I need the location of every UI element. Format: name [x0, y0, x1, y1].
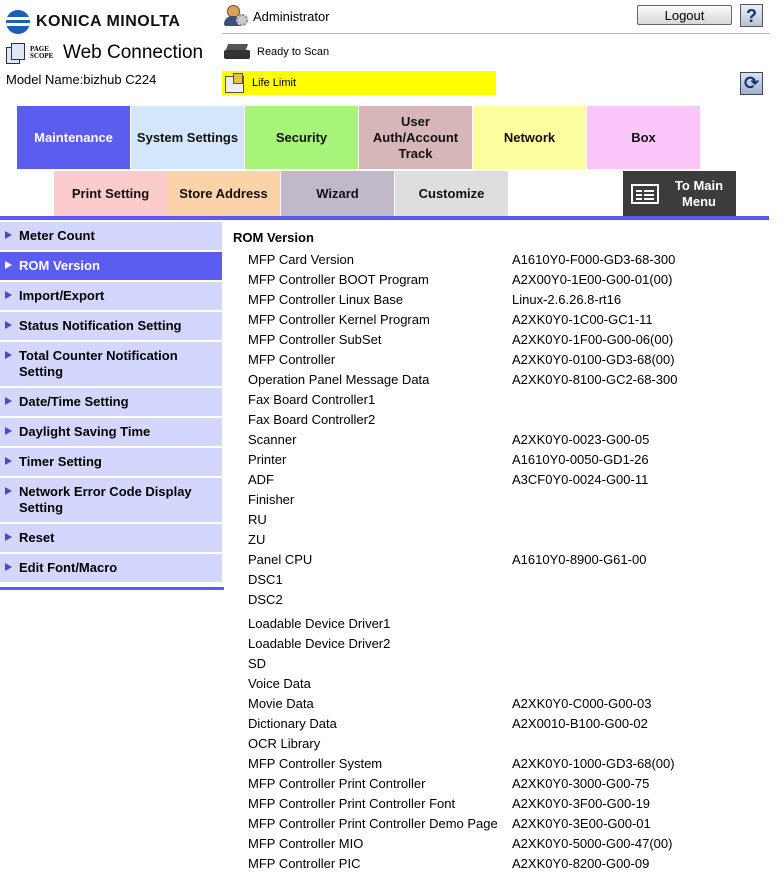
component-name: MFP Controller Linux Base: [248, 292, 404, 307]
component-name: Loadable Device Driver2: [248, 636, 391, 651]
component-name: MFP Card Version: [248, 252, 354, 267]
component-name: Printer: [248, 452, 287, 467]
tab-label: Print Setting: [71, 185, 150, 201]
tab-label: Maintenance: [34, 129, 113, 145]
sidebar-item-label: Total Counter Notification Setting: [19, 348, 178, 379]
sidebar-item-rom-version[interactable]: [0, 252, 222, 282]
sidebar: [0, 222, 222, 584]
tab-label: Box: [631, 129, 656, 145]
sidebar-item-label: Date/Time Setting: [19, 394, 129, 409]
component-name: DSC1: [248, 572, 283, 587]
sidebar-item-label: Meter Count: [19, 228, 95, 243]
component-name: MFP Controller: [248, 352, 336, 367]
model-name: Model Name:bizhub C224: [6, 72, 157, 87]
sidebar-item-total-counter-notification-setting[interactable]: [0, 342, 222, 388]
component-name: Voice Data: [248, 676, 311, 691]
tab-user-auth-account-track[interactable]: [359, 106, 472, 169]
user-name: Administrator: [253, 8, 330, 24]
scan-status: [224, 44, 329, 60]
pagescope-logo: [6, 42, 203, 64]
tab-customize[interactable]: [395, 171, 508, 216]
sidebar-item-label: Daylight Saving Time: [19, 424, 151, 439]
component-name: MFP Controller BOOT Program: [248, 272, 429, 287]
sidebar-item-date-time-setting[interactable]: [0, 388, 222, 418]
component-name: Fax Board Controller2: [248, 412, 376, 427]
component-name: Panel CPU: [248, 552, 313, 567]
sidebar-item-daylight-saving-time[interactable]: [0, 418, 222, 448]
arrow-icon: [5, 427, 12, 435]
version-value: A1610Y0-8900-G61-00: [512, 552, 647, 567]
version-value: A2XK0Y0-3F00-G00-19: [512, 796, 651, 811]
main-menu-icon: [631, 184, 659, 204]
sidebar-item-meter-count[interactable]: [0, 222, 222, 252]
to-main-menu-button[interactable]: [623, 171, 736, 216]
version-value: A2XK0Y0-0100-GD3-68(00): [512, 352, 675, 367]
konica-minolta-logo: [6, 10, 180, 34]
component-name: ZU: [248, 532, 266, 547]
life-limit-text: Life Limit: [252, 77, 297, 89]
tab-system-settings[interactable]: [131, 106, 244, 169]
tab-security[interactable]: [245, 106, 358, 169]
sidebar-item-status-notification-setting[interactable]: [0, 312, 222, 342]
main-menu-label: To Main Menu: [674, 177, 724, 209]
sidebar-item-label: Status Notification Setting: [19, 318, 182, 333]
arrow-icon: [5, 533, 12, 541]
tab-store-address[interactable]: [167, 171, 280, 216]
sidebar-item-label: Network Error Code Display Setting: [19, 484, 192, 515]
arrow-icon: [5, 563, 12, 571]
arrow-icon: [5, 231, 12, 239]
version-value: A2XK0Y0-1F00-G00-06(00): [512, 332, 674, 347]
sidebar-item-label: Timer Setting: [19, 454, 102, 469]
component-name: MFP Controller SubSet: [248, 332, 382, 347]
component-name: Operation Panel Message Data: [248, 372, 430, 387]
component-name: MFP Controller MIO: [248, 836, 364, 851]
component-name: ADF: [248, 472, 274, 487]
scan-status-text: Ready to Scan: [257, 46, 330, 58]
version-value: A2X0010-B100-G00-02: [512, 716, 648, 731]
component-name: Scanner: [248, 432, 297, 447]
arrow-icon: [5, 397, 12, 405]
version-value: A3CF0Y0-0024-G00-11: [512, 472, 649, 487]
sidebar-item-network-error-code-display-setting[interactable]: [0, 478, 222, 524]
version-value: A2XK0Y0-C000-G00-03: [512, 696, 652, 711]
version-value: A1610Y0-F000-GD3-68-300: [512, 252, 676, 267]
help-icon[interactable]: ?: [740, 4, 763, 27]
component-name: MFP Controller Print Controller Demo Page: [248, 816, 498, 831]
version-value: A2XK0Y0-1C00-GC1-11: [512, 312, 653, 327]
tab-wizard[interactable]: [281, 171, 394, 216]
arrow-icon: [5, 457, 12, 465]
product-name: Web Connection: [63, 42, 204, 63]
sidebar-item-label: Reset: [19, 530, 55, 545]
tab-print-setting[interactable]: [54, 171, 167, 216]
component-name: MFP Controller Kernel Program: [248, 312, 430, 327]
konica-minolta-logo-icon: [6, 10, 30, 34]
tab-label: Wizard: [316, 185, 359, 201]
component-name: SD: [248, 656, 267, 671]
sidebar-item-timer-setting[interactable]: [0, 448, 222, 478]
component-name: MFP Controller Print Controller: [248, 776, 426, 791]
component-name: Movie Data: [248, 696, 314, 711]
administrator-icon: [224, 5, 246, 27]
page-title: ROM Version: [233, 230, 314, 245]
sidebar-item-label: ROM Version: [19, 258, 100, 273]
life-limit-alert[interactable]: [222, 71, 496, 95]
tab-label: Store Address: [179, 185, 268, 201]
tab-label: Customize: [418, 185, 485, 201]
brand-name: KONICA MINOLTA: [36, 13, 181, 30]
sidebar-divider: [0, 587, 224, 590]
divider: [222, 33, 770, 34]
component-name: RU: [248, 512, 267, 527]
tab-network[interactable]: [473, 106, 586, 169]
refresh-icon[interactable]: ⟳: [740, 72, 763, 95]
arrow-icon: [5, 351, 12, 359]
component-name: MFP Controller PIC: [248, 856, 361, 871]
user-info: [224, 5, 330, 27]
version-value: A2XK0Y0-5000-G00-47(00): [512, 836, 673, 851]
component-name: MFP Controller System: [248, 756, 383, 771]
version-value: A2XK0Y0-0023-G00-05: [512, 432, 650, 447]
version-value: A2X00Y0-1E00-G00-01(00): [512, 272, 673, 287]
component-name: Loadable Device Driver1: [248, 616, 391, 631]
tab-maintenance[interactable]: [17, 106, 130, 169]
tab-label: Security: [275, 129, 328, 145]
sidebar-item-label: Edit Font/Macro: [19, 560, 118, 575]
pagescope-icon: [6, 43, 28, 63]
version-value: A2XK0Y0-8200-G00-09: [512, 856, 650, 871]
component-name: Dictionary Data: [248, 716, 337, 731]
version-value: Linux-2.6.26.8-rt16: [512, 292, 622, 307]
sidebar-item-edit-font-macro[interactable]: [0, 554, 222, 584]
component-name: DSC2: [248, 592, 283, 607]
arrow-icon: [5, 487, 12, 495]
version-value: A2XK0Y0-3E00-G00-01: [512, 816, 651, 831]
tab-label: System Settings: [136, 129, 239, 145]
tab-box[interactable]: [587, 106, 700, 169]
sidebar-item-import-export[interactable]: [0, 282, 222, 312]
arrow-icon: [5, 291, 12, 299]
component-name: OCR Library: [248, 736, 321, 751]
version-value: A2XK0Y0-3000-G00-75: [512, 776, 650, 791]
tab-divider: [0, 216, 769, 220]
pagescope-label: PAGE SCOPE: [30, 45, 54, 60]
sidebar-item-label: Import/Export: [19, 288, 105, 303]
version-value: A2XK0Y0-1000-GD3-68(00): [512, 756, 675, 771]
tab-label: Network: [503, 129, 556, 145]
consumable-warning-icon: [225, 73, 245, 93]
arrow-icon: [5, 261, 12, 269]
component-name: Finisher: [248, 492, 295, 507]
arrow-icon: [5, 321, 12, 329]
logout-button[interactable]: Logout: [637, 5, 732, 25]
component-name: Fax Board Controller1: [248, 392, 376, 407]
version-value: A2XK0Y0-8100-GC2-68-300: [512, 372, 678, 387]
tab-label: User Auth/Account Track: [372, 113, 459, 161]
scanner-icon: [224, 44, 250, 60]
component-name: MFP Controller Print Controller Font: [248, 796, 456, 811]
version-value: A1610Y0-0050-GD1-26: [512, 452, 649, 467]
sidebar-item-reset[interactable]: [0, 524, 222, 554]
